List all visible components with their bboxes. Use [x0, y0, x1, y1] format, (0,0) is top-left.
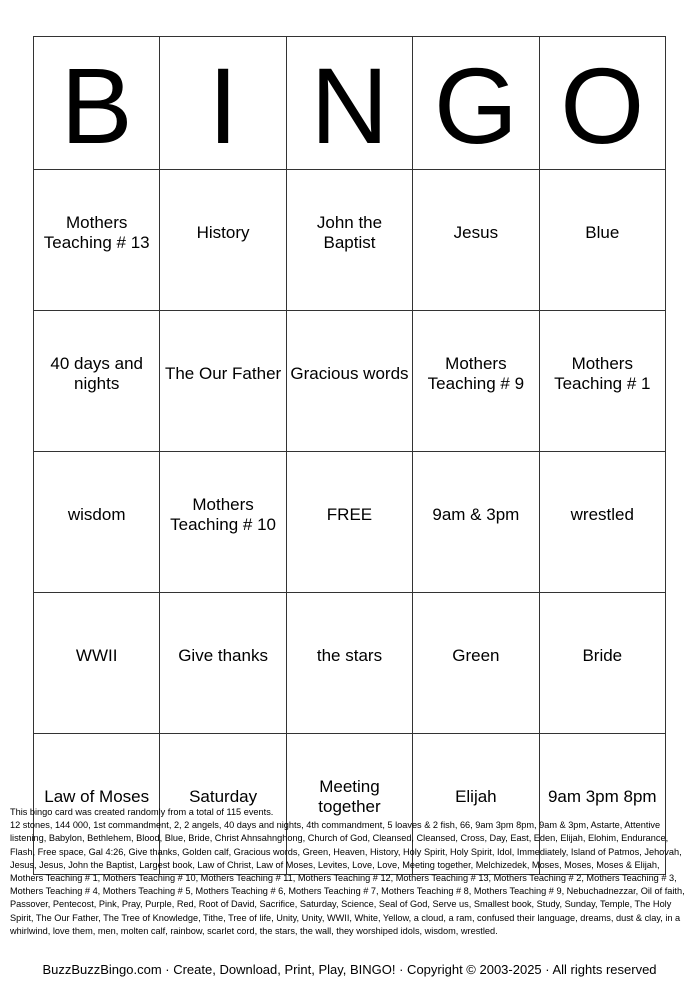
bingo-cell: 9am & 3pm	[413, 452, 539, 593]
free-space-cell: FREE	[286, 452, 412, 593]
bingo-cell: 9am 3pm 8pm	[539, 734, 665, 875]
bingo-cell: John the Baptist	[286, 170, 412, 311]
bingo-cell: Law of Moses	[34, 734, 160, 875]
bingo-header-row	[34, 37, 666, 170]
bingo-cell: Blue	[539, 170, 665, 311]
bingo-card	[33, 36, 666, 875]
header-letter-g: G	[413, 37, 539, 170]
bingo-cell: Jesus	[413, 170, 539, 311]
bingo-cell: Gracious words	[286, 311, 412, 452]
bingo-cell: WWII	[34, 593, 160, 734]
bingo-cell: wisdom	[34, 452, 160, 593]
bingo-row-2	[34, 311, 666, 452]
bingo-cell: Elijah	[413, 734, 539, 875]
bingo-cell: Mothers Teaching # 1	[539, 311, 665, 452]
bingo-cell: Green	[413, 593, 539, 734]
header-letter-n: N	[286, 37, 412, 170]
bingo-row-3	[34, 452, 666, 593]
bingo-cell: the stars	[286, 593, 412, 734]
card-info	[10, 806, 690, 938]
bingo-row-4	[34, 593, 666, 734]
bingo-cell: Mothers Teaching # 13	[34, 170, 160, 311]
bingo-cell: wrestled	[539, 452, 665, 593]
event-list: 12 stones, 144 000, 1st commandment, 2, 2 angels, 40 days and nights, 4th commandment, 5 loaves & 2 fish, 66, 9am 3pm 8pm, 9am & 3pm, Astarte, Attentive listening, Babylon, Bethlehem, Blood, Blue, Bride, Christ Ahnsahnghong, Church of God, Cleansed, Cleansed, Cross, Day, East, Eden, Elijah, Elohim, Endurance, Flash, Free space, Gal 4:26, Give thanks, Golden calf, Gracious words, Green, Heaven, History, Holy Spirit, Holy Spirit, Idol, Immediately, Island of Patmos, Jehovah, Jesus, Jesus, John the Baptist, Largest book, Law of Christ, Law of Moses, Levites, Love, Love, Meeting together, Melchizedek, Moses, Moses, Moses & Elijah, Mothers Teaching # 1, Mothers Teaching # 10, Mothers Teaching # 11, Mothers Teaching # 12, Mothers Teaching # 13, Mothers Teaching # 2, Mothers Teaching # 3, Mothers Teaching # 4, Mothers Teaching # 5, Mothers Teaching # 6, Mothers Teaching # 7, Mothers Teaching # 8, Mothers Teaching # 9, Nebuchadnezzar, Oil of faith, Passover, Pentecost, Pink, Pray, Purple, Red, Root of David, Sacrifice, Saturday, Science, Seal of God, Serve us, Smallest book, Study, Sunday, Temple, The Holy Spirit, The Our Father, The Tree of Knowledge, Tithe, Tree of life, Unity, Unity, WWII, White, Yellow, a cloud, a ram, confused their language, dreams, dust & clay, in a whirlwind, love them, men, molten calf, rainbow, scarlet cord, the stars, the wall, they worshiped idols, wisdom, wrestled.	[10, 820, 685, 936]
bingo-cell: Mothers Teaching # 10	[160, 452, 286, 593]
bingo-cell: Bride	[539, 593, 665, 734]
header-letter-i: I	[160, 37, 286, 170]
page-footer: BuzzBuzzBingo.com · Create, Download, Print, Play, BINGO! · Copyright © 2003-2025 · All rights reserved	[42, 962, 657, 977]
header-letter-o: O	[539, 37, 665, 170]
card-info-intro: This bingo card was created randomly from a total of 115 events.	[10, 807, 274, 817]
bingo-cell: 40 days and nights	[34, 311, 160, 452]
header-letter-b: B	[34, 37, 160, 170]
bingo-cell: The Our Father	[160, 311, 286, 452]
bingo-row-1	[34, 170, 666, 311]
bingo-cell: Mothers Teaching # 9	[413, 311, 539, 452]
bingo-cell: Give thanks	[160, 593, 286, 734]
bingo-cell: Saturday	[160, 734, 286, 875]
bingo-cell: History	[160, 170, 286, 311]
bingo-cell: Meeting together	[286, 734, 412, 875]
